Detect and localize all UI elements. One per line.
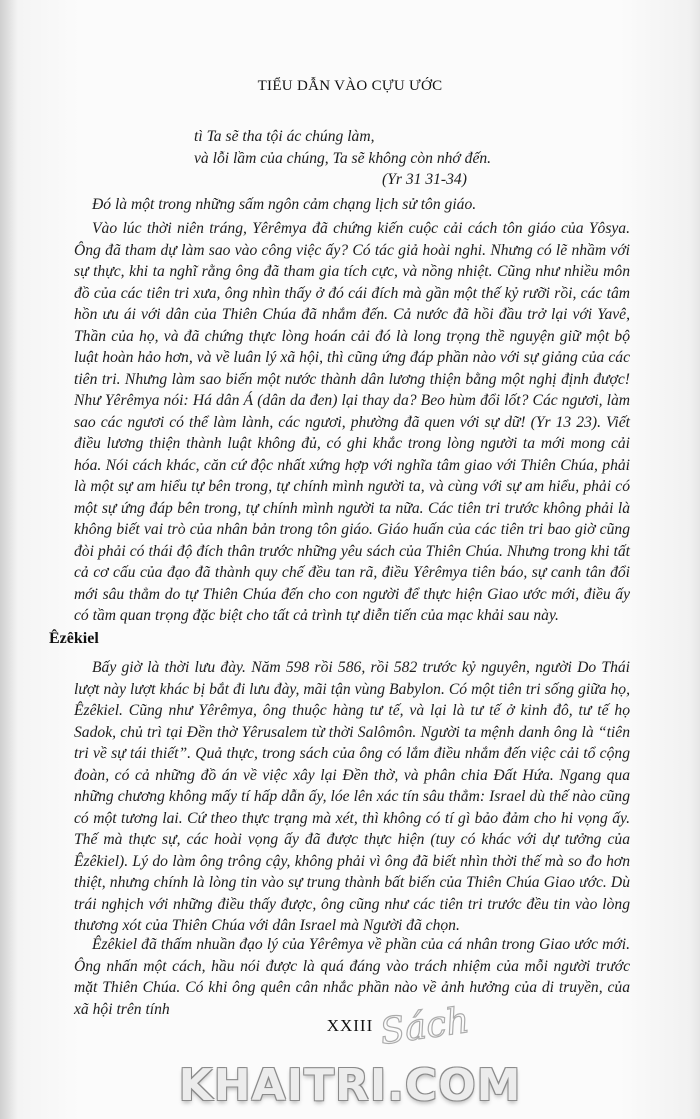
ezekiel-section (74, 657, 630, 937)
intro-paragraph: Đó là một trong những sấm ngôn cảm chạng lịch sử tôn giáo. (92, 196, 477, 213)
intro-line (74, 194, 630, 216)
paragraph-ezekiel-2: Êzêkiel đã thấm nhuần đạo lý của Yêrêmya về phần của cá nhân trong Giao ước mới. Ông nhấn một cách, hầu nói được là quá đáng vào trách nhiệm của mỗi người trước mặt Thiên Chúa. Có khi ông quên cân nhắc phần nào về ảnh hưởng của di truyền, của xã hội trên tính (74, 936, 630, 1018)
watermark-script-text: Sách (377, 999, 472, 1054)
quote-line-1: tì Ta sẽ tha tội ác chúng làm, (194, 128, 375, 145)
quote-line-2: và lỗi lầm của chúng, Ta sẽ không còn nhớ đến. (194, 149, 492, 167)
watermark-brand: KHAITRI.COM (178, 1060, 522, 1111)
scripture-quote (74, 126, 630, 191)
ezekiel-section-continued (74, 934, 630, 1020)
section-heading: Êzêkiel (49, 630, 99, 647)
running-header: TIỂU DẪN VÀO CỰU ƯỚC (257, 78, 443, 94)
page-number: XXIII (326, 1016, 374, 1035)
yeremya-section (74, 218, 630, 627)
paragraph-ezekiel-1: Bấy giờ là thời lưu đày. Năm 598 rồi 586, rồi 582 trước kỷ nguyên, người Do Thái lượt này lượt khác bị bắt đi lưu đày, mãi tận vùng Babylon. Có một tiên tri sống giữa họ, Êzêkiel. Cũng như Yêrêmya, ông thuộc hàng tư tế, và lại là tư tế ở kinh đô, tư tế họ Sadok, chủ trì tại Đền thờ Yêrusalem từ thời Salômôn. Người ta mệnh danh ông là “tiên tri về sự tái thiết”. Quả thực, trong sách của ông có lắm điều nhắm đến việc cải tổ cộng đoàn, có cả những đồ án về việc xây lại Đền thờ, và phân chia Đất Hứa. Ngang qua những chương không mấy tí hấp dẫn ấy, lóe lên xác tín sâu thẳm: Israel dù thế nào cũng có một tương lai. Cứ theo thực trạng mà xét, thì không có tí gì bảo đảm cho hi vọng ấy. Thế mà thực sự, các hoài vọng ấy đã được thực hiện (tuy có khác với dự tưởng của Êzêkiel). Lý do làm ông trông cậy, không phải vì ông đã biết nhìn thời thế mà so đo hơn thiệt, nhưng chính là lòng tin vào sự trung thành bất biến của Thiên Chúa Giao ước. Dù trái nghịch với những điều thấy được, ông cũng như các tiên tri trước đều tin vào lòng thương xót của Thiên Chúa với dân Israel mà Người đã chọn. (74, 659, 630, 934)
paragraph-yeremya: Vào lúc thời niên tráng, Yêrêmya đã chứng kiến cuộc cải cách tôn giáo của Yôsya. Ông đã tham dự làm sao vào công việc ấy? Có tác giả hoài nghi. Nhưng có lẽ nhầm với sự thực, khi ta nghĩ rằng ông đã tham gia tích cực, và nồng nhiệt. Cũng như nhiều môn đồ của các tiên tri xưa, ông nhìn thấy ở đó cái đích mà gần một thế kỷ rưỡi rồi, các tâm hồn ưu ái với dân của Thiên Chúa đã nhắm đến. Cả nước đã hồi đầu trở lại với Yavê, Thần của họ, và đã chứng thực lòng hoán cải đó là long trọng thề nguyện giữ một bộ luật hoàn hảo hơn, và về luân lý xã hội, thì cũng ứng đáp phần nào với sự giảng của các tiên tri. Nhưng làm sao biến một nước thành dân lương thiện bằng một nghị định được! Như Yêrêmya nói: Há dân Á (dân da đen) lại thay da? Beo hùm đổi lốt? Các ngươi, làm sao các ngươi có thể làm lành, các ngươi, phường đã quen với sự dữ! (Yr 13 23). Viết điều lương thiện thành luật không đủ, có ghi khắc trong lòng người ta mới mong cải hóa. Nói cách khác, căn cứ độc nhất xứng hợp với nghĩa tâm giao với Thiên Chúa, phải là một sự am hiểu tự bên trong, tự chính mình người ta, và cùng với sự am hiểu, phải có một sự ứng đáp bên trong, tự chính mình người ta nữa. Các tiên tri trước không phải là không biết vai trò của nhân bản trong tôn giáo. Giáo huấn của các tiên tri bao giờ cũng đòi phải có thái độ đích thân trước những yêu sách của Thiên Chúa. Nhưng trong khi tất cả cơ cấu của đạo đã thành quy chế đều tan rã, điều Yêrêmya tiên báo, sự canh tân đổi mới sâu thẳm do tự Thiên Chúa đến cho con người để thực hiện Giao ước mới, điều ấy có tầm quan trọng đặc biệt cho tất cả trình tự diễn tiến của mạc khải sau này. (74, 220, 630, 624)
quote-citation: (Yr 31 31-34) (382, 171, 467, 188)
